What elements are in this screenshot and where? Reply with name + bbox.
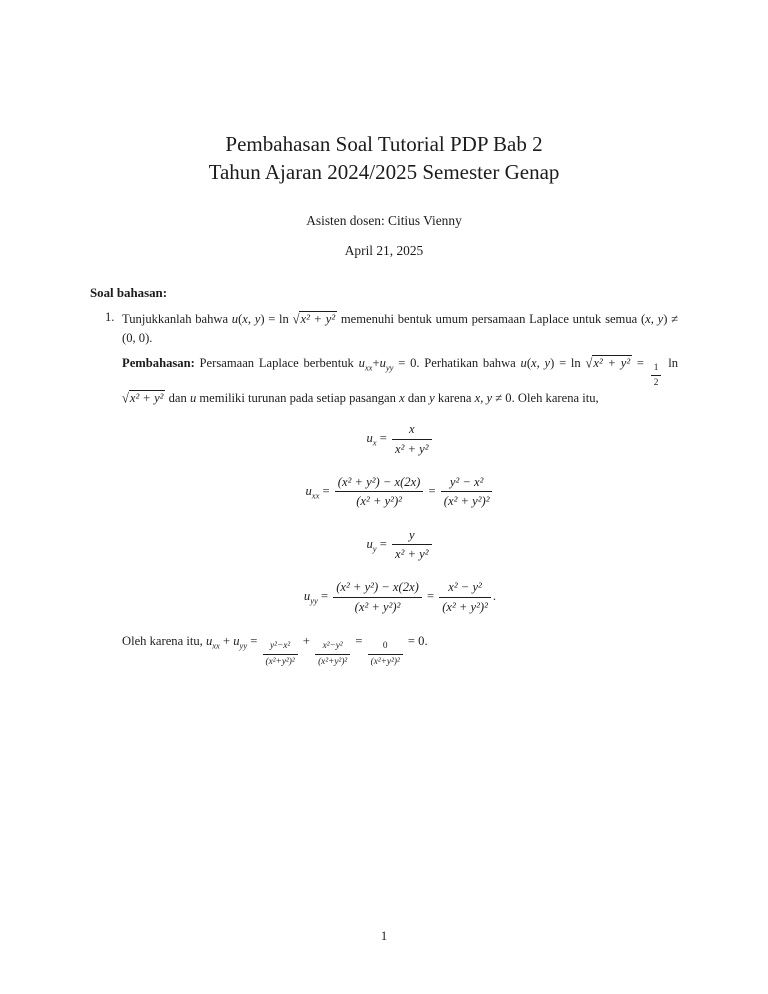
problem-statement: Tunjukkanlah bahwa u(x, y) = ln √x² + y² memenuhi bentuk umum persamaan Laplace untuk semua (x, y) ≠ (0, 0).	[122, 311, 678, 345]
author-line: Asisten dosen: Citius Vienny	[306, 213, 462, 229]
item-body	[122, 310, 678, 667]
title-block	[0, 0, 768, 259]
equation-uy: $u_y$ = $\frac{y}{\text{x² + y²}}$	[122, 527, 678, 563]
section-heading: Soal bahasan:	[90, 286, 168, 301]
title-line-1: Pembahasan Soal Tutorial PDP Bab 2	[225, 132, 543, 156]
solution-intro: Pembahasan: Persamaan Laplace berbentuk $u_{xx}+u_{yy} = 0$. Perhatikan bahwa u(x, y) = ln √x² + y² = $\frac{1}{2}$ ln √x² + y² dan u memiliki turunan pada setiap pasangan x dan y karena x, y ≠ 0. Oleh karena itu,	[122, 355, 679, 406]
solution-conclusion: Oleh karena itu, $u_{xx} + u_{yy}$ = $\frac{\text{y²−x²}}{\text{(x²+y²)²}}$ + $\frac{\text{x²−y²}}{\text{(x²+y²)²}}$ = $\frac{0}{\text{(x²+y²)²}}$ = 0.	[122, 634, 428, 667]
page-number: 1	[380, 929, 388, 943]
item-number: 1.	[105, 310, 115, 325]
title-line-2: Tahun Ajaran 2024/2025 Semester Genap	[208, 159, 560, 184]
equation-ux: $u_x$ = $\frac{x}{\text{x² + y²}}$	[122, 421, 678, 457]
problem-item-1	[90, 310, 678, 667]
date-line: April 21, 2025	[344, 243, 424, 259]
document-title	[0, 131, 768, 186]
equation-uxx: $u_{xx}$ = $\frac{\text{(x² + y²) − x(2x)}}{\text{(x² + y²)²}}$ = $\frac{\text{y² − x²}}{\text{(x² + y²)²}}$	[122, 474, 678, 510]
equation-uyy: $u_{yy}$ = $\frac{\text{(x² + y²) − x(2x)}}{\text{(x² + y²)²}}$ = $\frac{\text{x² − y²}}{\text{(x² + y²)²}}$ .	[303, 580, 497, 614]
document-body	[90, 286, 678, 667]
